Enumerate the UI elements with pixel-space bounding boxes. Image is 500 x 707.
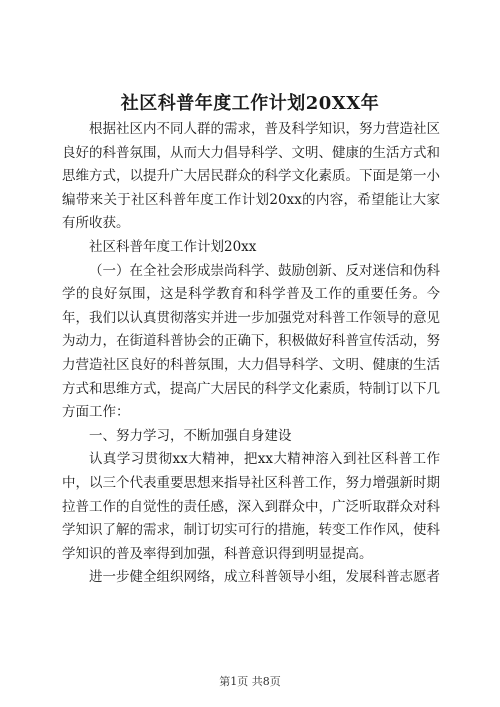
page-number-footer: 第1页 共8页 [219,675,281,688]
organization-paragraph: 进一步健全组织网络，成立科普领导小组，发展科普志愿者 [89,569,440,586]
document-title: 社区科普年度工作计划20XX年 [120,93,380,114]
subheading-paragraph: 一、努力学习，不断加强自身建设 [89,427,292,444]
section-one-paragraph: （一）在全社会形成崇尚科学、鼓励创新、反对迷信和伪科学的良好氛围，这是科学教育和科学普及工作的重要任务。今年，我们以认真贯彻落实并进一步加强党对科普工作领导的意见为动力，在街道科普协会的正确下，积极做好科普宣传活动，努力营造社区良好的科普氛围，大力倡导科学、文明、健康的生活方式和思维方式，提高广大居民的科学文化素质，特制订以下几方面工作： [62,262,440,421]
plan-heading-paragraph: 社区科普年度工作计划20xx [89,238,257,255]
intro-paragraph: 根据社区内不同人群的需求，普及科学知识，努力营造社区良好的科普氛围，从而大力倡导科学、文明、健康的生活方式和思维方式，以提升广大居民群众的科学文化素质。下面是第一小编带来关于社区科普年度工作计划20xx的内容，希望能让大家有所收获。 [62,121,440,232]
study-paragraph: 认真学习贯彻xx大精神，把xx大精神溶入到社区科普工作中，以三个代表重要思想来指导社区科普工作，努力增强新时期拉普工作的自觉性的责任感，深入到群众中，广泛听取群众对科学知识了解的需求，制订切实可行的措施，转变工作作风，使科学知识的普及率得到加强，科普意识得到明显提高。 [62,451,440,562]
document-body [62,118,440,590]
